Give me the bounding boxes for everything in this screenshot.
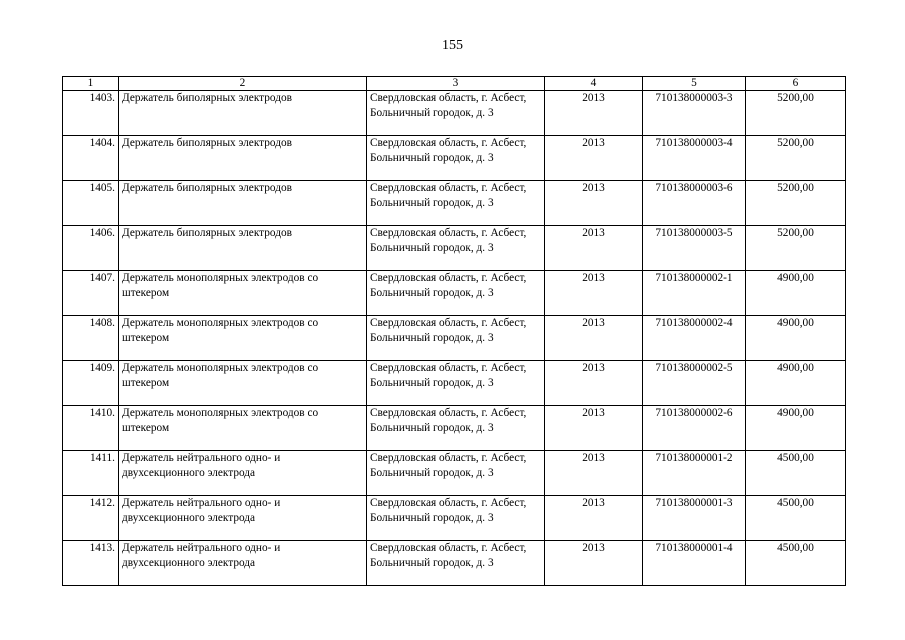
- column-header: 2: [119, 77, 367, 91]
- item-address: Свердловская область, г. Асбест, Больничный городок, д. 3: [367, 406, 545, 451]
- inventory-number: 710138000001-2: [643, 451, 746, 496]
- table-row: [63, 181, 846, 226]
- inventory-number: 710138000002-4: [643, 316, 746, 361]
- item-address: Свердловская область, г. Асбест, Больничный городок, д. 3: [367, 271, 545, 316]
- item-year: 2013: [545, 361, 643, 406]
- table-row: [63, 136, 846, 181]
- item-address: Свердловская область, г. Асбест, Больничный городок, д. 3: [367, 541, 545, 586]
- item-name: Держатель биполярных электродов: [119, 136, 367, 181]
- item-address: Свердловская область, г. Асбест, Больничный городок, д. 3: [367, 226, 545, 271]
- row-number: 1404.: [63, 136, 119, 181]
- item-name: Держатель биполярных электродов: [119, 226, 367, 271]
- item-name: Держатель нейтрального одно- и двухсекционного электрода: [119, 496, 367, 541]
- row-number: 1412.: [63, 496, 119, 541]
- row-number: 1410.: [63, 406, 119, 451]
- row-number: 1405.: [63, 181, 119, 226]
- item-address: Свердловская область, г. Асбест, Больничный городок, д. 3: [367, 496, 545, 541]
- item-address: Свердловская область, г. Асбест, Больничный городок, д. 3: [367, 361, 545, 406]
- item-cost: 4900,00: [746, 406, 846, 451]
- item-name: Держатель биполярных электродов: [119, 181, 367, 226]
- inventory-number: 710138000003-4: [643, 136, 746, 181]
- inventory-number: 710138000003-3: [643, 91, 746, 136]
- inventory-number: 710138000002-5: [643, 361, 746, 406]
- table-row: [63, 271, 846, 316]
- item-address: Свердловская область, г. Асбест, Больничный городок, д. 3: [367, 91, 545, 136]
- property-table: [62, 76, 846, 586]
- row-number: 1403.: [63, 91, 119, 136]
- row-number: 1408.: [63, 316, 119, 361]
- item-cost: 4900,00: [746, 271, 846, 316]
- item-cost: 4500,00: [746, 496, 846, 541]
- table-row: [63, 361, 846, 406]
- item-cost: 5200,00: [746, 136, 846, 181]
- inventory-number: 710138000001-4: [643, 541, 746, 586]
- row-number: 1406.: [63, 226, 119, 271]
- row-number: 1411.: [63, 451, 119, 496]
- table-row: [63, 226, 846, 271]
- row-number: 1413.: [63, 541, 119, 586]
- item-address: Свердловская область, г. Асбест, Больничный городок, д. 3: [367, 136, 545, 181]
- table-row: [63, 316, 846, 361]
- item-address: Свердловская область, г. Асбест, Больничный городок, д. 3: [367, 316, 545, 361]
- page-number: 155: [442, 38, 463, 53]
- row-number: 1407.: [63, 271, 119, 316]
- item-year: 2013: [545, 136, 643, 181]
- item-cost: 5200,00: [746, 226, 846, 271]
- item-year: 2013: [545, 271, 643, 316]
- column-header: 1: [63, 77, 119, 91]
- item-year: 2013: [545, 406, 643, 451]
- table-row: [63, 496, 846, 541]
- item-name: Держатель нейтрального одно- и двухсекционного электрода: [119, 451, 367, 496]
- inventory-number: 710138000003-5: [643, 226, 746, 271]
- item-name: Держатель монополярных электродов со штекером: [119, 406, 367, 451]
- item-address: Свердловская область, г. Асбест, Больничный городок, д. 3: [367, 451, 545, 496]
- column-header: 6: [746, 77, 846, 91]
- row-number: 1409.: [63, 361, 119, 406]
- column-header: 5: [643, 77, 746, 91]
- table-row: [63, 451, 846, 496]
- item-cost: 4500,00: [746, 541, 846, 586]
- item-year: 2013: [545, 316, 643, 361]
- item-address: Свердловская область, г. Асбест, Больничный городок, д. 3: [367, 181, 545, 226]
- item-year: 2013: [545, 226, 643, 271]
- item-name: Держатель монополярных электродов со штекером: [119, 361, 367, 406]
- item-cost: 4900,00: [746, 316, 846, 361]
- item-year: 2013: [545, 496, 643, 541]
- table-row: [63, 91, 846, 136]
- column-header: 4: [545, 77, 643, 91]
- inventory-number: 710138000002-6: [643, 406, 746, 451]
- item-year: 2013: [545, 181, 643, 226]
- item-cost: 5200,00: [746, 181, 846, 226]
- inventory-number: 710138000001-3: [643, 496, 746, 541]
- item-name: Держатель биполярных электродов: [119, 91, 367, 136]
- item-cost: 5200,00: [746, 91, 846, 136]
- item-year: 2013: [545, 451, 643, 496]
- item-year: 2013: [545, 91, 643, 136]
- item-name: Держатель нейтрального одно- и двухсекционного электрода: [119, 541, 367, 586]
- table-row: [63, 541, 846, 586]
- item-cost: 4900,00: [746, 361, 846, 406]
- item-name: Держатель монополярных электродов со штекером: [119, 316, 367, 361]
- item-name: Держатель монополярных электродов со штекером: [119, 271, 367, 316]
- item-cost: 4500,00: [746, 451, 846, 496]
- item-year: 2013: [545, 541, 643, 586]
- table-header-row: [63, 77, 846, 91]
- column-header: 3: [367, 77, 545, 91]
- inventory-number: 710138000002-1: [643, 271, 746, 316]
- table-row: [63, 406, 846, 451]
- inventory-number: 710138000003-6: [643, 181, 746, 226]
